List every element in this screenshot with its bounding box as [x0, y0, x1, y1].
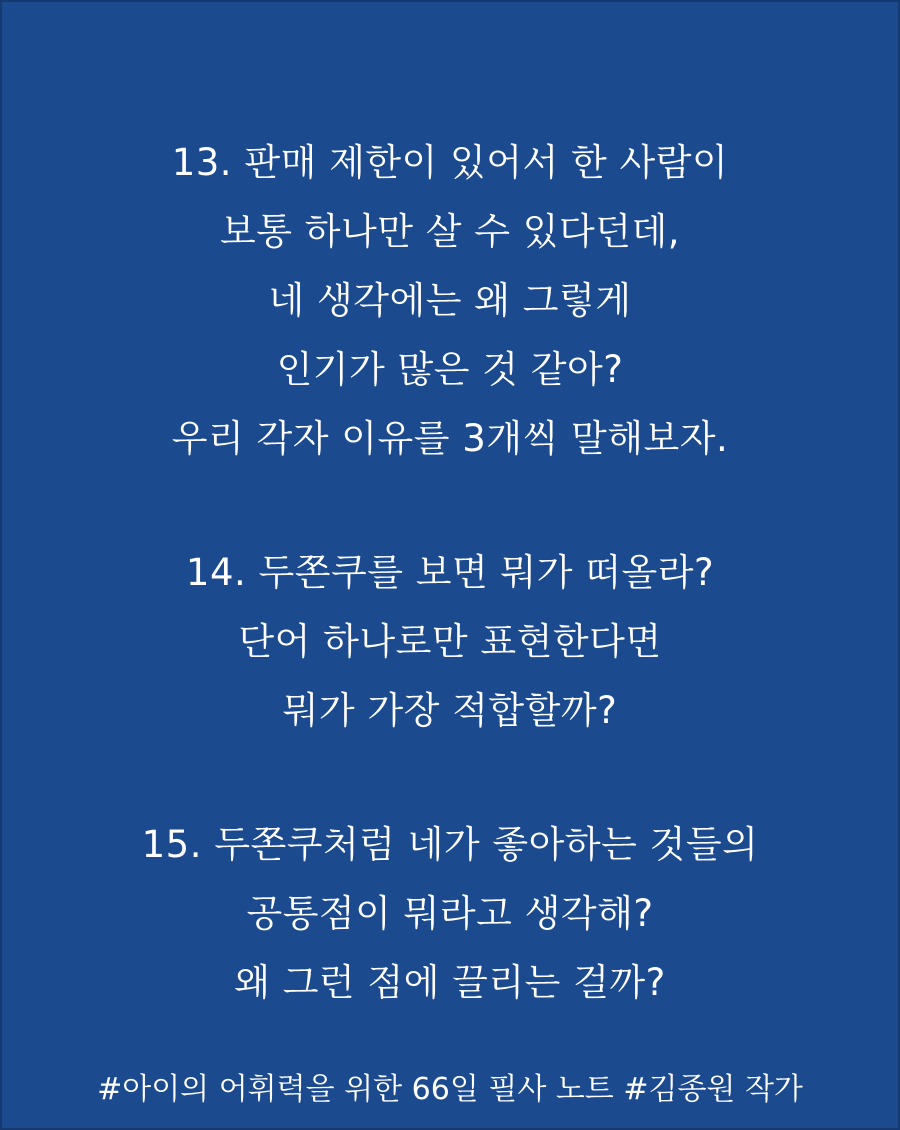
question-line: 단어 하나로만 표현한다면 — [238, 620, 662, 663]
question-line: 14. 두쫀쿠를 보면 뭐가 떠올라? — [185, 551, 715, 594]
question-14 — [2, 538, 898, 745]
question-13 — [2, 128, 898, 473]
question-line: 15. 두쫀쿠처럼 네가 좋아하는 것들의 — [141, 823, 759, 866]
question-line: 네 생각에는 왜 그렇게 — [268, 279, 632, 322]
question-line: 뭐가 가장 적합할까? — [282, 689, 618, 732]
question-line: 인기가 많은 것 같아? — [276, 348, 624, 391]
question-line: 왜 그런 점에 끌리는 걸까? — [234, 961, 666, 1004]
question-list — [2, 128, 898, 1017]
question-line: 13. 판매 제한이 있어서 한 사람이 — [171, 141, 729, 184]
question-15 — [2, 810, 898, 1017]
question-line: 공통점이 뭐라고 생각해? — [246, 892, 654, 935]
footer-hashtags: #아이의 어휘력을 위한 66일 필사 노트 #김종원 작가 — [97, 1072, 803, 1107]
question-line: 보통 하나만 살 수 있다던데, — [220, 210, 680, 253]
question-line: 우리 각자 이유를 3개씩 말해보자. — [171, 417, 729, 460]
